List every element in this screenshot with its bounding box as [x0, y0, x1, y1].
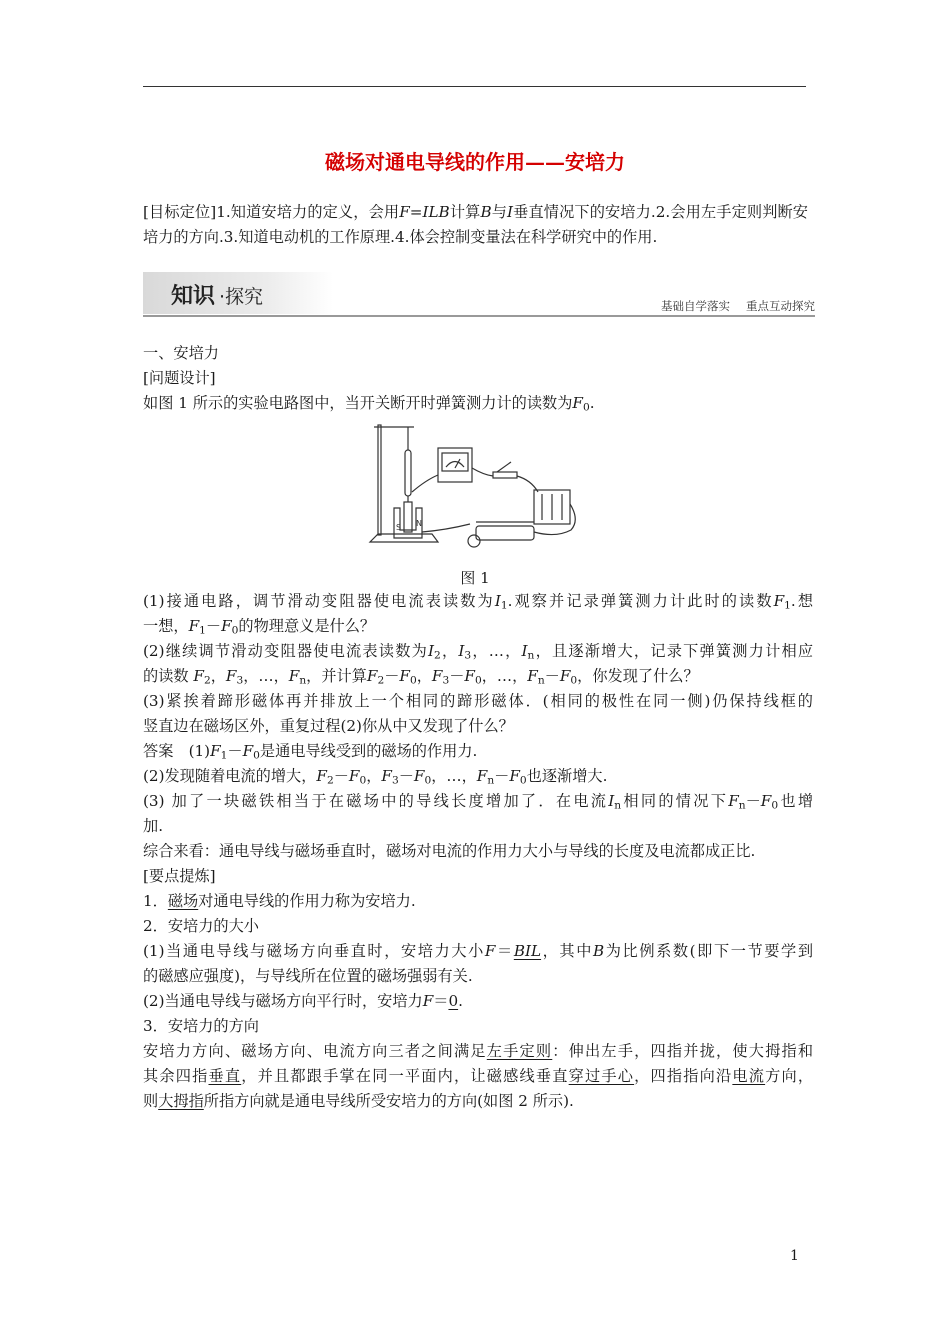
question-3-line-2: 竖直边在磁场区外，重复过程(2)你从中又发现了什么？	[143, 717, 514, 735]
section-title: 知识 ·探究	[171, 284, 264, 309]
question-3-line-1: (3)紧挨着蹄形磁体再并排放上一个相同的蹄形磁体．(相同的极性在同一侧)仍保持线框的	[143, 692, 813, 710]
keypoint-3-line-2: 其余四指垂直，并且都跟手掌在同一平面内，让磁感线垂直穿过手心，四指指向沿电流方向，	[143, 1067, 814, 1085]
keypoint-3-heading: 3．安培力的方向	[143, 1017, 259, 1035]
question-2-line-2: 的读数 $F_2$，$F_3$，…，$F_n$，并计算$F_2-F_0$，$F_3-F_0$，…，$F_n-F_0$，你发现了什么？	[143, 667, 699, 687]
keypoint-2-1-line-2: 的磁感应强度)，与导线所在位置的磁场强弱有关.	[143, 967, 473, 985]
label-problem-design: [问题设计]	[143, 369, 216, 387]
page-number: 1	[790, 1248, 799, 1264]
keypoint-2-heading: 2．安培力的大小	[143, 917, 259, 935]
section-rule	[143, 315, 815, 317]
document-title: 磁场对通电导线的作用——安培力	[325, 150, 625, 174]
section-tags: 基础自学落实 重点互动探究	[661, 299, 815, 313]
label-key-points: [要点提炼]	[143, 867, 216, 885]
figure-caption: 图 1	[460, 569, 490, 587]
keypoint-3-line-3: 则大拇指所指方向就是通电导线所受安培力的方向(如图 2 所示).	[143, 1092, 574, 1110]
header-rule	[143, 86, 806, 87]
answer-3-line-1: (3) 加了一块磁铁相当于在磁场中的导线长度增加了．在电流$I_n$相同的情况下$F_n-F_0$也增	[143, 792, 814, 812]
answer-2: (2)发现随着电流的增大，$F_2-F_0$，$F_3-F_0$，…，$F_n-F_0$也逐渐增大.	[143, 767, 608, 787]
learning-goals: [目标定位]1.知道安培力的定义，会用F=ILB计算B与I垂直情况下的安培力.2.会用左手定则判断安培力的方向.3.知道电动机的工作原理.4.体会控制变量法在科学研究中的作用.	[143, 203, 808, 246]
keypoint-1: 1．磁场对通电导线的作用力称为安培力.	[143, 892, 416, 910]
svg-text:N: N	[416, 519, 422, 528]
svg-text:S: S	[396, 523, 402, 532]
keypoint-2-2: (2)当通电导线与磁场方向平行时，安培力F＝0.	[143, 992, 463, 1010]
question-1-line-1: (1)接通电路，调节滑动变阻器使电流表读数为$I_1$.观察并记录弹簧测力计此时的读数$F_1$.想	[143, 592, 814, 612]
keypoint-2-1-line-1: (1)当通电导线与磁场方向垂直时，安培力大小F＝BIL，其中B为比例系数(即下一节要学到	[143, 942, 814, 960]
question-2-line-1: (2)继续调节滑动变阻器使电流表读数为$I_2$，$I_3$，…，$I_n$，且逐渐增大，记录下弹簧测力计相应	[143, 642, 814, 662]
section-header-knowledge	[143, 272, 815, 317]
keypoint-3-line-1: 安培力方向、磁场方向、电流方向三者之间满足左手定则：伸出左手，四指并拢，使大拇指和	[143, 1042, 814, 1060]
question-1-line-2: 一想，$F_1-F_0$的物理意义是什么？	[143, 617, 376, 637]
intro-line: 如图 1 所示的实验电路图中，当开关断开时弹簧测力计的读数为$F_0$.	[143, 394, 595, 414]
summary-line: 综合来看：通电导线与磁场垂直时，磁场对电流的作用力大小与导线的长度及电流都成正比.	[143, 842, 756, 860]
heading-ampere-force: 一、安培力	[143, 344, 219, 362]
answer-1: 答案 $(1)F_1-F_0$是通电导线受到的磁场的作用力.	[143, 742, 478, 762]
answer-3-line-2: 加.	[143, 817, 164, 835]
experiment-apparatus-figure	[366, 420, 588, 555]
